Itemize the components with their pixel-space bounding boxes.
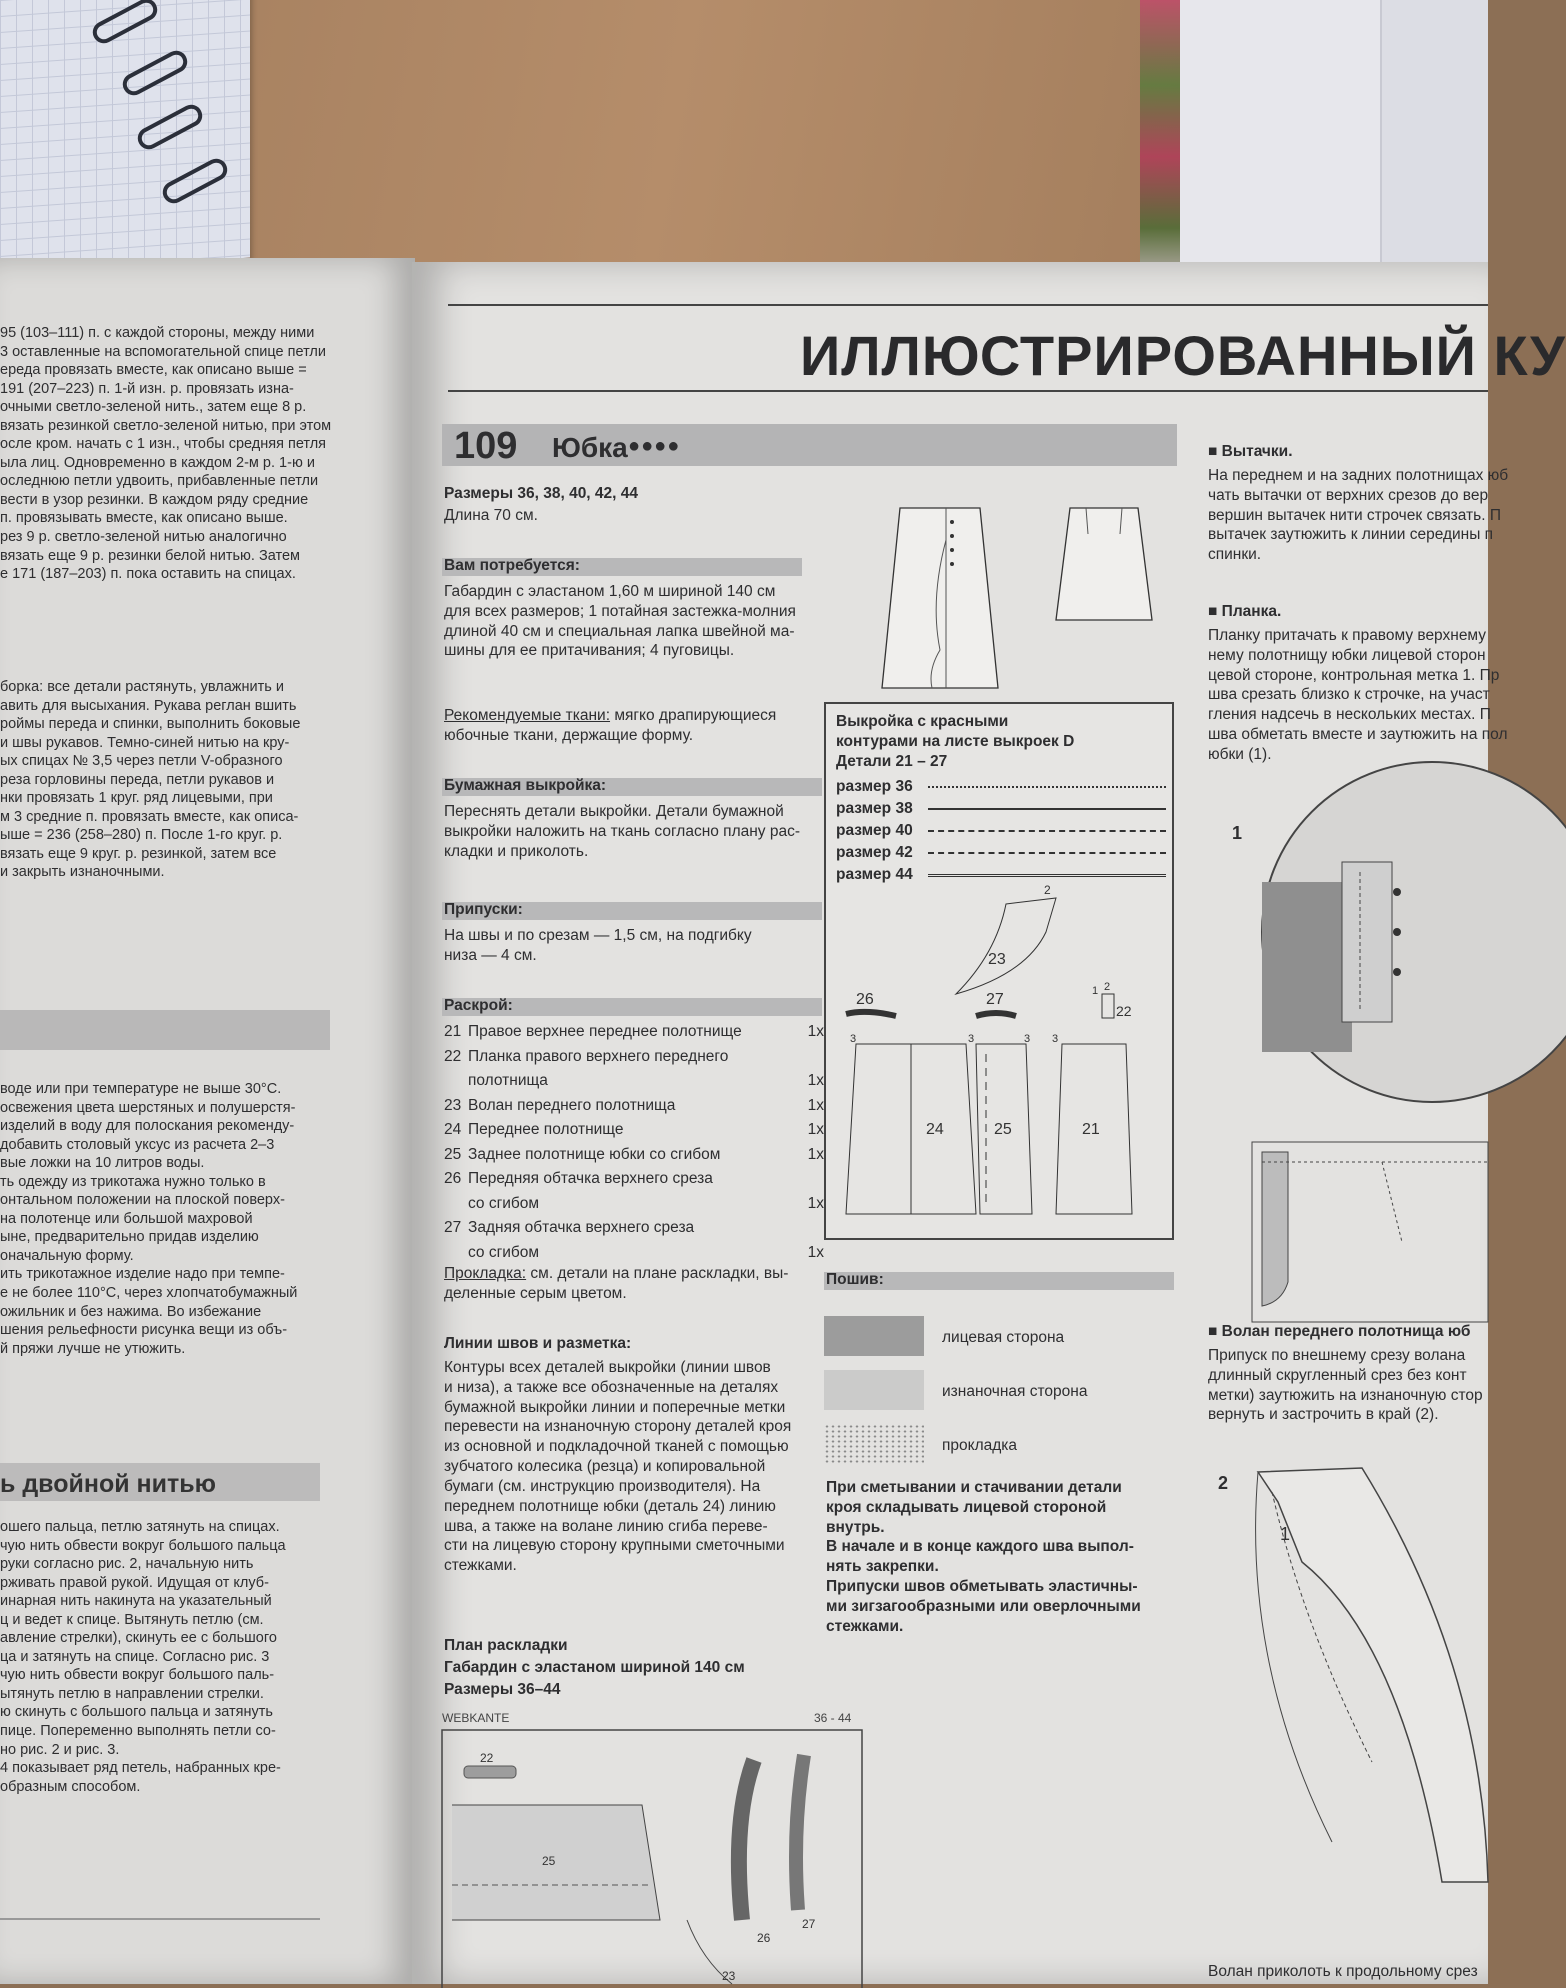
cut-list xyxy=(444,1022,824,1267)
text-line: кладки и приколоть. xyxy=(444,842,589,860)
cut-item xyxy=(444,1218,824,1243)
size-legend-line xyxy=(928,808,1166,810)
text-line: ю скинуть с большого пальца и затянуть xyxy=(0,1704,273,1721)
piece-label: 3 xyxy=(968,1033,975,1045)
text-line: пице. Попеременно выполнять петли со- xyxy=(0,1723,276,1740)
text-line: длиной 40 см и специальная лапка швейной ма- xyxy=(444,622,795,640)
figure-1-label: 1 xyxy=(1232,823,1243,843)
text-line: бумажной выкройки линии и поперечные метки xyxy=(444,1398,786,1416)
text-line: авление стрелки), скинуть ее с большого xyxy=(0,1630,277,1647)
paper-sheet-edge xyxy=(1380,0,1488,290)
ruffle-title: ■ Волан переднего полотнища юб xyxy=(1208,1323,1471,1340)
cut-item xyxy=(444,1096,824,1121)
piece-23-label: 23 xyxy=(722,1969,736,1983)
magazine-left-page xyxy=(0,258,415,1984)
text-line: В начале и в конце каждого шва выпол- xyxy=(826,1538,1134,1556)
text-line: Детали 21 – 27 xyxy=(836,752,948,770)
text-line: чую нить обвести вокруг большого паль- xyxy=(0,1667,275,1684)
sizes: Размеры 36, 38, 40, 42, 44 xyxy=(444,485,639,502)
text-line: кроя складывать лицевой стороной xyxy=(826,1498,1107,1516)
text-line: ошего пальца, петлю затянуть на спицах. xyxy=(0,1519,280,1535)
text-line: цевой стороне, контрольная метка 1. Пр xyxy=(1208,666,1500,684)
left-paragraph-1 xyxy=(0,324,400,584)
text-line: воде или при температуре не выше 30°С. xyxy=(0,1081,282,1097)
text-line: бумаги (см. инструкцию производителя). На xyxy=(444,1477,761,1495)
size-legend-line xyxy=(928,852,1166,854)
text-line: переднем полотнище юбки (деталь 24) линию xyxy=(444,1497,776,1515)
left-section-bar xyxy=(0,1010,330,1050)
pattern-pieces-diagram xyxy=(826,884,1172,1236)
text-line: но рис. 2 и рис. 3. xyxy=(0,1741,120,1758)
need-title: Вам потребуется: xyxy=(444,557,580,574)
text-line: метки) заутюжить на изнаночную стор xyxy=(1208,1386,1483,1404)
piece-22-label: 22 xyxy=(480,1751,494,1765)
piece-25-label: 25 xyxy=(542,1854,556,1868)
text-line: освежения цвета шерстяных и полушерстя- xyxy=(0,1099,296,1116)
text-line: ца и затянуть на спице. Согласно рис. 3 xyxy=(0,1648,270,1665)
cut-title: Раскрой: xyxy=(444,997,513,1014)
text-line: нему полотнищу юбки лицевой сторон xyxy=(1208,646,1486,664)
cut-item-name: Правое верхнее переднее полотнище xyxy=(468,1023,742,1040)
left-paragraph-2 xyxy=(0,678,400,882)
left-heading: ь двойной нитью xyxy=(0,1470,216,1498)
text-line: ц и ведет к спице. Вытянуть петлю (см. xyxy=(0,1611,264,1628)
text-line: стежками. xyxy=(826,1617,904,1635)
fabrics-text-1: мягко драпирующиеся xyxy=(610,707,777,724)
page-title: ИЛЛЮСТРИРОВАННЫЙ КУ xyxy=(800,324,1566,387)
need-text xyxy=(444,582,824,661)
text-line: роймы переда и спинки, выполнить боковые xyxy=(0,716,301,733)
cut-item-num: 22 xyxy=(444,1047,462,1065)
text-line: На швы и по срезам — 1,5 см, на подгибку xyxy=(444,927,752,944)
size-legend-label: размер 36 xyxy=(836,778,913,796)
text-line: оначальную форму. xyxy=(0,1247,134,1264)
text-line: изделий в воду для полоскания рекоменду- xyxy=(0,1118,295,1135)
text-line: шва срезать близко к строчке, на участ xyxy=(1208,686,1490,704)
size-legend-line xyxy=(928,786,1166,788)
text-line: 95 (103–111) п. с каждой стороны, между ними xyxy=(0,325,315,341)
size-legend-row xyxy=(836,864,1166,886)
cut-item-qty: 1x xyxy=(807,1121,824,1138)
text-line: авить для высыхания. Рукава реглан вшить xyxy=(0,697,297,714)
seams-title: Линии швов и разметка: xyxy=(444,1335,632,1352)
piece-label: 3 xyxy=(850,1033,857,1045)
size-legend-row xyxy=(836,820,1166,842)
text-line: длинный скругленный срез без конт xyxy=(1208,1366,1467,1384)
text-line: На переднем и на задних полотнищах юб xyxy=(1208,467,1509,484)
text-line: вязать резинкой светло-зеленой нитью, при этом xyxy=(0,417,332,434)
text-line: руки согласно рис. 2, начальную нить xyxy=(0,1556,254,1573)
cut-item-name: со сгибом xyxy=(468,1243,540,1261)
figure-2-label: 2 xyxy=(1218,1473,1229,1493)
size-legend-line xyxy=(928,874,1166,877)
text-line: борка: все детали растянуть, увлажнить и xyxy=(0,679,284,695)
cut-item-num: 25 xyxy=(444,1145,462,1163)
text-line: вязать еще 9 р. резинки белой нитью. Затем xyxy=(0,547,300,564)
fabrics-label: Рекомендуемые ткани: xyxy=(444,707,611,724)
flower-photo-edge xyxy=(1140,0,1180,285)
darts-title-text: Вытачки. xyxy=(1221,443,1293,460)
text-line: м 3 средние п. провязать вместе, как описа- xyxy=(0,808,299,825)
legend-swatch-right-side xyxy=(824,1316,924,1356)
text-line: ыне, предварительно придав изделию xyxy=(0,1229,259,1246)
size-legend-row xyxy=(836,776,1166,798)
text-line: гления надсечь в нескольких местах. П xyxy=(1208,706,1491,724)
left-paragraph-4 xyxy=(0,1518,400,1796)
text-line: очными светло-зеленой нить., затем еще 8 р. xyxy=(0,399,307,416)
text-line: Переснять детали выкройки. Детали бумажной xyxy=(444,803,784,820)
cut-item xyxy=(444,1120,824,1145)
size-legend-row xyxy=(836,798,1166,820)
text-line: е 171 (187–203) п. пока оставить на спицах. xyxy=(0,566,296,583)
text-line: Контуры всех деталей выкройки (линии швов xyxy=(444,1359,771,1376)
ruffle-text xyxy=(1208,1346,1498,1425)
text-line: шва, а также на волане линию сгиба переве- xyxy=(444,1517,768,1535)
placket-title: ■ Планка. xyxy=(1208,603,1282,620)
text-line: ыла лиц. Одновременно в каждом 2-м р. 1-ю и xyxy=(0,454,315,471)
piece-label: 3 xyxy=(1024,1033,1031,1045)
paper-title: Бумажная выкройка: xyxy=(444,777,607,794)
piece-26-label: 26 xyxy=(757,1931,771,1945)
text-line: рез 9 р. светло-зеленой нитью аналогично xyxy=(0,529,287,546)
pattern-size-legend xyxy=(836,776,1166,886)
text-line: спинки. xyxy=(1208,546,1262,564)
text-line: 3 оставленные на вспомогательной спице петли xyxy=(0,343,326,360)
layout-plan-diagram xyxy=(432,1710,872,1984)
cut-item-qty: 1x xyxy=(807,1023,824,1040)
text-line: чую нить обвести вокруг большого пальца xyxy=(0,1537,286,1554)
cut-item-qty: 1x xyxy=(807,1072,824,1089)
text-line: ить трикотажное изделие надо при темпе- xyxy=(0,1266,285,1283)
fabrics-text-2: юбочные ткани, держащие форму. xyxy=(444,726,694,744)
layout-title: План раскладки xyxy=(444,1637,568,1654)
ruffle-illustration xyxy=(1242,1462,1488,1942)
cut-item-name: Передняя обтачка верхнего среза xyxy=(468,1170,713,1187)
legend-swatch-interlining xyxy=(824,1424,924,1464)
text-line: вязать еще 9 круг. р. резинкой, затем все xyxy=(0,845,277,862)
allow-title: Припуски: xyxy=(444,901,523,918)
pattern-box-title xyxy=(836,712,1166,771)
text-line: юбки (1). xyxy=(1208,745,1272,763)
piece-label: 27 xyxy=(986,991,1004,1008)
fabrics xyxy=(444,706,824,746)
size-legend-label: размер 40 xyxy=(836,822,913,840)
interlining-text-1: см. детали на плане раскладки, вы- xyxy=(526,1265,789,1282)
text-line: выкройки наложить на ткань согласно плану рас- xyxy=(444,822,801,840)
length: Длина 70 см. xyxy=(444,507,538,524)
selvage-label: WEBKANTE xyxy=(442,1711,510,1725)
cut-item-num: 23 xyxy=(444,1096,462,1114)
text-line: нки провязать 1 круг. ряд лицевыми, при xyxy=(0,790,273,807)
sewing-notes xyxy=(826,1478,1186,1637)
difficulty-dots: ●●●● xyxy=(628,435,681,457)
text-line: перевести на изнаночную сторону деталей кроя xyxy=(444,1418,792,1436)
piece-label: 23 xyxy=(988,951,1006,968)
size-legend-line xyxy=(928,830,1166,832)
pattern-box xyxy=(824,702,1174,1240)
text-line: й пряжи лучше не утюжить. xyxy=(0,1340,186,1357)
cut-item-num: 21 xyxy=(444,1023,462,1040)
text-line: рживать правой рукой. Идущая от клуб- xyxy=(0,1574,269,1591)
header-rule-bottom xyxy=(448,390,1488,392)
piece-label: 3 xyxy=(1052,1033,1059,1045)
sewing-title: Пошив: xyxy=(826,1271,884,1288)
legend-interlining: прокладка xyxy=(942,1437,1018,1454)
piece-label: 2 xyxy=(1044,883,1051,897)
text-line: внутрь. xyxy=(826,1518,885,1536)
cut-item-qty: 1x xyxy=(807,1096,824,1114)
text-line: онтальном положении на плоской поверх- xyxy=(0,1192,285,1209)
cut-item xyxy=(444,1169,824,1194)
text-line: на полотенце или большой махровой xyxy=(0,1210,253,1227)
cut-item xyxy=(444,1145,824,1170)
text-line: 191 (207–223) п. 1-й изн. р. провязать изна- xyxy=(0,380,294,397)
text-line: шения рельефности рисунка вещи из объ- xyxy=(0,1322,288,1339)
placket-title-text: Планка. xyxy=(1221,603,1282,620)
figure-2-mark: 1 xyxy=(1280,1524,1291,1544)
piece-label: 1 xyxy=(1092,985,1099,997)
text-line: зубчатого колесика (резца) и копировальной xyxy=(444,1458,766,1476)
cut-item-qty: 1x xyxy=(807,1145,824,1163)
text-line: нять закрепки. xyxy=(826,1558,939,1576)
left-illustration-box xyxy=(0,1918,320,1988)
text-line: и закрыть изнаночными. xyxy=(0,864,165,881)
piece-label: 22 xyxy=(1116,1003,1132,1019)
text-line: для всех размеров; 1 потайная застежка-молния xyxy=(444,602,796,620)
size-legend-label: размер 44 xyxy=(836,866,913,884)
text-line: контурами на листе выкроек D xyxy=(836,732,1075,750)
cut-item-name: полотнища xyxy=(468,1072,548,1089)
piece-label: 25 xyxy=(994,1121,1012,1138)
text-line: реза горловины переда, петли рукавов и xyxy=(0,771,275,788)
piece-label: 2 xyxy=(1104,981,1111,993)
text-line: вернуть и застрочить в край (2). xyxy=(1208,1406,1439,1424)
text-line: оследнюю петли удвоить, прибавленные петли xyxy=(0,473,319,490)
darts-text xyxy=(1208,466,1509,565)
interlining-label: Прокладка: xyxy=(444,1265,527,1282)
text-line: шва обметать вместе и заутюжить на пол xyxy=(1208,726,1508,744)
text-line: инарная нить накинута на указательный xyxy=(0,1593,272,1610)
skirt-sketches xyxy=(870,500,1180,696)
header-rule xyxy=(448,304,1488,306)
piece-27-label: 27 xyxy=(802,1917,816,1931)
size-legend-label: размер 38 xyxy=(836,800,913,818)
text-line: п. провязывать вместе, как описано выше. xyxy=(0,510,288,527)
text-line: вые ложки на 10 литров воды. xyxy=(0,1155,205,1172)
text-line: ых спицах № 3,5 через петли V-образного xyxy=(0,753,283,770)
text-line: низа — 4 см. xyxy=(444,946,537,964)
text-line: Припуски швов обметывать эластичны- xyxy=(826,1578,1138,1596)
spiral-notebook xyxy=(0,0,250,275)
model-number: 109 xyxy=(454,425,518,467)
text-line: сти на лицевую сторону крупными сметочными xyxy=(444,1537,785,1555)
text-line: вытачек заутюжить к линии середины п xyxy=(1208,526,1494,544)
text-line: стежками. xyxy=(444,1557,517,1575)
piece-label: 21 xyxy=(1082,1121,1100,1138)
piece-label: 26 xyxy=(856,991,874,1008)
text-line: ыше = 236 (258–280) п. После 1-го круг. р. xyxy=(0,827,283,844)
text-line: Планку притачать к правому верхнему xyxy=(1208,627,1487,644)
text-line: осле кром. начать с 1 изн., чтобы средняя петля xyxy=(0,436,327,453)
cut-item xyxy=(444,1071,824,1096)
cut-item-num: 27 xyxy=(444,1219,462,1236)
cut-item-num: 24 xyxy=(444,1121,462,1138)
cut-item xyxy=(444,1022,824,1047)
magazine-right-page xyxy=(412,262,1566,1984)
text-line: добавить столовый уксус из расчета 2–3 xyxy=(0,1136,275,1153)
text-line: образным способом. xyxy=(0,1778,141,1795)
text-line: шины для ее притачивания; 4 пуговицы. xyxy=(444,642,735,660)
layout-sizes-label: 36 - 44 xyxy=(814,1711,852,1725)
text-line: ожильник и без нажима. Во избежание xyxy=(0,1303,262,1320)
text-line: ытянуть петлю в направлении стрелки. xyxy=(0,1685,264,1702)
size-legend-label: размер 42 xyxy=(836,844,913,862)
interlining-text-2: деленные серым цветом. xyxy=(444,1284,627,1302)
text-line: При сметывании и стачивании детали xyxy=(826,1479,1122,1496)
darts-title: ■ Вытачки. xyxy=(1208,443,1293,460)
cut-item-name: Волан переднего полотнища xyxy=(468,1096,676,1114)
legend-swatch-wrong-side xyxy=(824,1370,924,1410)
bottom-text: Волан приколоть к продольному срез xyxy=(1208,1963,1478,1980)
text-line: и швы рукавов. Темно-синей нитью на кру- xyxy=(0,734,290,751)
cut-item-name: Заднее полотнище юбки со сгибом xyxy=(468,1145,721,1163)
text-line: е не более 110°С, через хлопчатобумажный xyxy=(0,1285,298,1302)
text-line: ми зигзагообразными или оверлочными xyxy=(826,1597,1141,1615)
text-line: из основной и подкладочной тканей с помощью xyxy=(444,1438,789,1456)
piece-label: 24 xyxy=(926,1121,944,1138)
cut-item-name: Задняя обтачка верхнего среза xyxy=(468,1219,695,1236)
allow-text xyxy=(444,926,824,966)
layout-sub2: Размеры 36–44 xyxy=(444,1681,561,1698)
cut-item-name: Планка правого верхнего переднего xyxy=(468,1047,729,1065)
text-line: чать вытачки от верхних срезов до вер xyxy=(1208,486,1489,504)
cut-item-name: со сгибом xyxy=(468,1194,540,1212)
interlining xyxy=(444,1264,824,1304)
model-name: Юбка xyxy=(552,432,628,463)
cut-item-name: Переднее полотнище xyxy=(468,1121,624,1138)
text-line: вершин вытачек нити строчек связать. П xyxy=(1208,506,1501,524)
text-line: ереда провязать вместе, как описано выше = xyxy=(0,362,307,379)
text-line: 4 показывает ряд петель, набранных кре- xyxy=(0,1760,281,1777)
text-line: ть одежду из трикотажа нужно только в xyxy=(0,1173,266,1190)
layout-sub1: Габардин с эластаном шириной 140 см xyxy=(444,1659,745,1676)
seams-text xyxy=(444,1358,824,1576)
ruffle-title-text: Волан переднего полотнища юб xyxy=(1221,1323,1471,1340)
paper-text xyxy=(444,802,824,861)
size-legend-row xyxy=(836,842,1166,864)
text-line: Припуск по внешнему срезу волана xyxy=(1208,1347,1466,1364)
cut-item xyxy=(444,1047,824,1072)
cut-item-qty: 1x xyxy=(807,1243,824,1261)
text-line: вести в узор резинки. В каждом ряду средние xyxy=(0,491,309,508)
cut-item xyxy=(444,1194,824,1219)
placket-text xyxy=(1208,626,1508,765)
cut-item-qty: 1x xyxy=(807,1194,824,1212)
cut-item-num: 26 xyxy=(444,1170,462,1187)
legend-right-side: лицевая сторона xyxy=(942,1329,1065,1346)
text-line: и низа), а также все обозначенные на деталях xyxy=(444,1378,779,1396)
text-line: Габардин с эластаном 1,60 м шириной 140 см xyxy=(444,583,776,600)
legend-wrong-side: изнаночная сторона xyxy=(942,1383,1088,1400)
text-line: Выкройка с красными xyxy=(836,713,1009,730)
left-paragraph-3 xyxy=(0,1080,400,1358)
